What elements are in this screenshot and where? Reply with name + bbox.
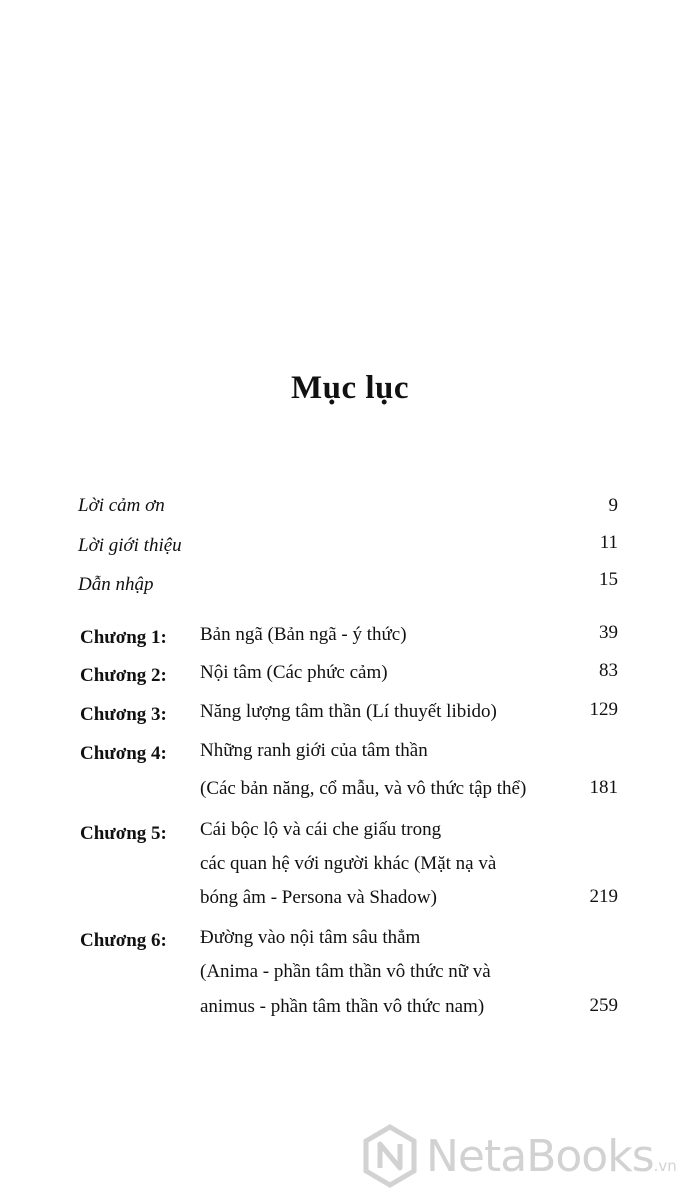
watermark-brand-text: NetaBooks.vn [426, 1130, 677, 1182]
toc-entry-page: 11 [599, 532, 618, 553]
chapter-page: 259 [589, 995, 618, 1016]
chapter-page: 83 [599, 660, 618, 681]
chapter-title-line: animus - phần tâm thần vô thức nam) [200, 996, 485, 1017]
chapter-page: 219 [589, 886, 618, 907]
chapter-title-line: Bản ngã (Bản ngã - ý thức) [200, 624, 407, 645]
chapter-title-line: Những ranh giới của tâm thần [200, 740, 428, 761]
chapter-label: Chương 3: [80, 704, 167, 725]
chapter-title-line: Đường vào nội tâm sâu thẳm [200, 927, 421, 948]
netabooks-logo-icon [362, 1124, 418, 1188]
toc-entry-label: Dẫn nhập [78, 574, 154, 595]
chapter-page: 39 [599, 622, 618, 643]
chapter-label: Chương 5: [80, 823, 167, 844]
chapter-title-line: (Anima - phần tâm thần vô thức nữ và [200, 961, 491, 982]
chapter-title-line: bóng âm - Persona và Shadow) [200, 887, 437, 908]
chapter-title-line: (Các bản năng, cổ mẫu, và vô thức tập thể) [200, 778, 527, 799]
chapter-title-line: Năng lượng tâm thần (Lí thuyết libido) [200, 701, 497, 722]
chapter-page: 129 [589, 699, 618, 720]
watermark-logo [362, 1120, 692, 1192]
chapter-label: Chương 4: [80, 743, 167, 764]
chapter-label: Chương 6: [80, 930, 167, 951]
toc-entry-label: Lời giới thiệu [78, 535, 182, 556]
chapter-title-line: các quan hệ với người khác (Mặt nạ và [200, 853, 497, 874]
chapter-title-line: Cái bộc lộ và cái che giấu trong [200, 819, 442, 840]
chapter-label: Chương 1: [80, 627, 167, 648]
chapter-title-line: Nội tâm (Các phức cảm) [200, 662, 388, 683]
chapter-page: 181 [589, 777, 618, 798]
toc-entry-page: 9 [608, 495, 618, 516]
chapter-label: Chương 2: [80, 665, 167, 686]
toc-entry-label: Lời cảm ơn [78, 495, 165, 516]
page-title: Mục lục [290, 370, 410, 406]
toc-entry-page: 15 [599, 569, 618, 590]
